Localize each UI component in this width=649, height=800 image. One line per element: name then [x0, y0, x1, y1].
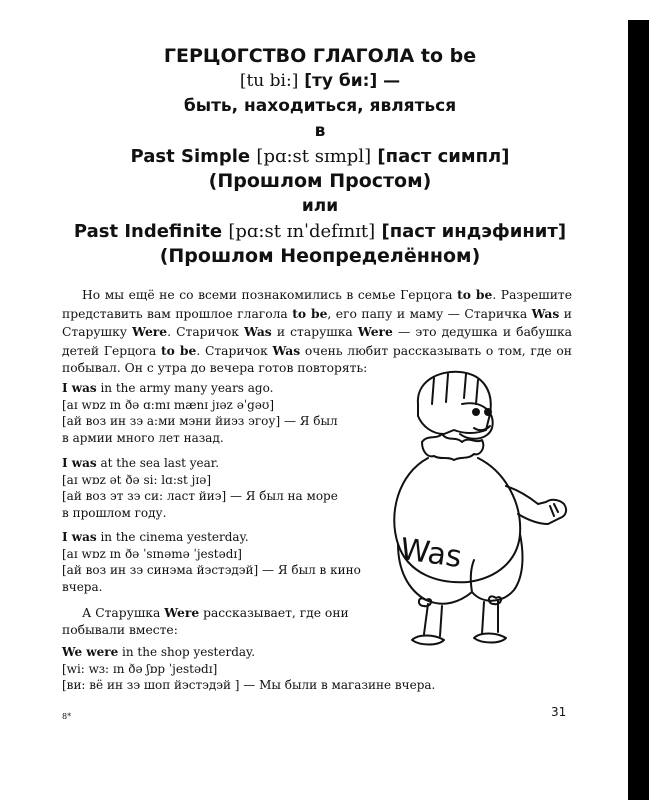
- intro-term: to be: [457, 287, 493, 302]
- example-subject: We were: [62, 645, 119, 659]
- title-ru-transcription: [ту би:] —: [304, 71, 401, 91]
- example-rest: in the cinema yesterday.: [96, 530, 249, 544]
- intro-term: Was: [531, 305, 560, 321]
- example-sentence: [62, 455, 362, 472]
- example-block: [62, 380, 362, 446]
- title-transcription: [40, 69, 600, 94]
- second-paragraph: [62, 604, 362, 639]
- para2-text: рассказывает, где они побывали вместе:: [62, 606, 349, 637]
- tense1-name-ru: (Прошлом Простом): [208, 170, 432, 192]
- example-ipa: [aɪ wɒz ɪn ðə ɑ:mɪ mænɪ jɪəz əˈgəʊ]: [62, 397, 274, 412]
- example-block: [62, 455, 362, 521]
- intro-text: Но мы ещё не со всеми познакомились в семье Герцога: [82, 288, 458, 302]
- intro-text: очень любит рассказывать о том, где он побывал. Он с утра до вечера готов повторять:: [62, 343, 572, 375]
- example-translation: вчера.: [62, 579, 103, 594]
- tense2-name-en: Past Indefinite: [73, 221, 223, 242]
- intro-text: . Старичок: [167, 325, 245, 339]
- example-block: [62, 529, 362, 595]
- page-headings: [40, 44, 600, 269]
- intro-text: — это дедушка и бабушка детей Герцога: [62, 325, 572, 358]
- example-translation: [ай воз ин зэ а:ми мэни йиэз эгоу] — Я был: [62, 414, 338, 428]
- intro-term: Were: [132, 324, 168, 339]
- tense1-line: [40, 144, 600, 169]
- page-number: 31: [551, 705, 567, 719]
- example-rest: in the army many years ago.: [96, 381, 274, 395]
- example-translation: [ай воз ин зэ синэма йэстэдэй] — Я был в кино: [62, 563, 361, 577]
- example-subject: I was: [62, 381, 97, 395]
- intro-term: to be: [160, 342, 197, 358]
- intro-text: и старушка: [271, 325, 358, 339]
- intro-text: . Разрешите представить вам прошлое глагола: [62, 288, 572, 321]
- tense1-ru: [паст симпл]: [377, 146, 510, 167]
- intro-text: и Старушку: [62, 306, 572, 339]
- figure-label: Was: [397, 531, 464, 576]
- tense2-ru: [паст индэфинит]: [381, 221, 567, 242]
- example-translation: [ви: вё ин зэ шоп йэстэдэй ] — Мы были в магазине вчера.: [62, 678, 436, 692]
- title-meaning: быть, находиться, являться: [183, 96, 457, 116]
- example-subject: I was: [62, 530, 97, 544]
- example-rest: in the shop yesterday.: [118, 645, 256, 659]
- intro-term: Was: [272, 342, 301, 358]
- example-ipa: [aɪ wɒz ɪn ðə ˈsɪnəmə ˈjestədɪ]: [62, 546, 242, 561]
- example-translation: в прошлом году.: [62, 505, 167, 520]
- tense1-name-en: Past Simple: [130, 146, 251, 167]
- old-man-was-illustration: [378, 364, 578, 654]
- tense2-name-ru: (Прошлом Неопределённом): [159, 245, 481, 267]
- tense2-ipa: [pɑ:st ɪnˈdefɪnɪt]: [228, 221, 376, 242]
- intro-term: Was: [244, 324, 272, 339]
- intro-term: to be: [292, 305, 328, 321]
- heading-preposition: в: [314, 121, 326, 141]
- example-rest: at the sea last year.: [96, 456, 220, 470]
- page-title: ГЕРЦОГСТВО ГЛАГОЛА to be: [163, 45, 477, 67]
- example-translation: в армии много лет назад.: [62, 430, 224, 445]
- printer-signature: 8*: [62, 712, 72, 721]
- tense2-line: [40, 219, 600, 244]
- para2-term: Were: [164, 605, 200, 620]
- intro-text: , его папу и маму — Старичка: [327, 306, 532, 321]
- example-sentence: [62, 529, 362, 546]
- example-ipa: [wi: wɜ: ɪn ðə ʃɒp ˈjestədɪ]: [62, 661, 218, 676]
- intro-term: Were: [357, 324, 393, 339]
- title-ipa: [tu bi:]: [239, 71, 299, 91]
- intro-text: . Старичок: [196, 343, 273, 358]
- tense1-ipa: [pɑ:st sɪmpl]: [256, 146, 372, 167]
- para2-text: А Старушка: [82, 606, 165, 620]
- example-ipa: [aɪ wɒz ət ðə si: lɑ:st jɪə]: [62, 472, 212, 487]
- scan-edge-shadow: [628, 20, 649, 800]
- example-subject: I was: [62, 456, 97, 470]
- example-translation: [ай воз эт зэ си: ласт йиэ] — Я был на море: [62, 489, 338, 503]
- example-sentence: [62, 380, 362, 397]
- heading-or: или: [301, 196, 339, 216]
